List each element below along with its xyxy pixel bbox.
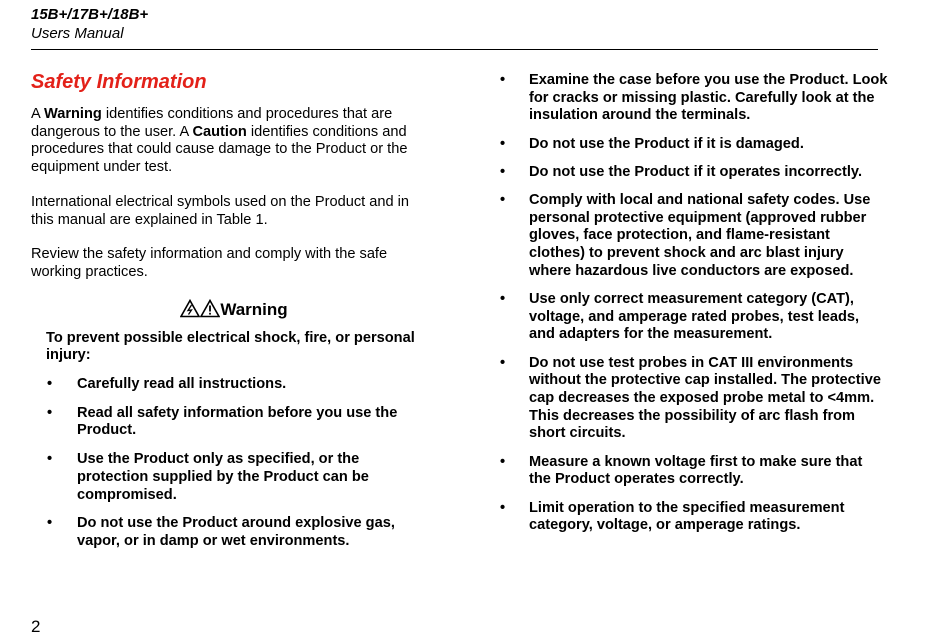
list-item-text: Examine the case before you use the Product. Look for cracks or missing plastic. Carefully look at the insulation around the terminals. <box>529 72 888 124</box>
list-item <box>498 164 888 182</box>
list-item <box>31 515 431 550</box>
bold-term: Warning <box>43 106 102 122</box>
bullet-icon: • <box>500 163 506 180</box>
list-item <box>498 454 888 489</box>
bullet-icon: • <box>47 376 53 393</box>
caution-triangle-icon <box>200 300 220 319</box>
list-item-text: Limit operation to the specified measurement category, voltage, or amperage ratings. <box>529 499 845 534</box>
bold-term: Caution <box>192 123 247 140</box>
list-item-text: Do not use the Product if it is damaged. <box>529 135 804 152</box>
list-item <box>498 291 888 344</box>
list-item-text: Do not use test probes in CAT III environments without the protective cap installed. The protective cap decreases the exposed probe metal to <4mm. This decreases the possibility of arc flash from short circuits. <box>529 354 881 442</box>
list-item-text: Carefully read all instructions. <box>77 376 287 393</box>
bullet-icon: • <box>47 404 53 421</box>
running-header <box>31 6 148 44</box>
list-item-text: Use only correct measurement category (CAT), voltage, and amperage rated probes, test leads, and adapters for the measurement. <box>529 291 860 343</box>
bullet-icon: • <box>500 291 506 308</box>
symbols-paragraph: International electrical symbols used on the Product and in this manual are explained in Table 1. <box>31 193 410 228</box>
list-item-text: Read all safety information before you use the Product. <box>77 404 398 439</box>
page-number: 2 <box>31 617 41 636</box>
list-item <box>498 136 888 154</box>
list-item <box>498 192 888 281</box>
bullet-icon: • <box>500 72 506 88</box>
list-item-text: Measure a known voltage first to make sure that the Product operates correctly. <box>529 453 863 488</box>
text-run: identifies conditions and procedures that could cause damage to the Product or the equipment under test. <box>31 123 408 176</box>
list-item <box>498 72 888 125</box>
list-item-text: Do not use the Product around explosive gas, vapor, or in damp or wet environments. <box>77 515 395 549</box>
bullet-icon: • <box>500 499 506 516</box>
bullet-icon: • <box>47 451 53 468</box>
list-item <box>498 355 888 444</box>
text-run: A <box>31 106 44 122</box>
bullet-icon: • <box>47 515 53 532</box>
bullet-icon: • <box>500 135 506 152</box>
header-rule <box>31 49 878 50</box>
list-item-text: Comply with local and national safety codes. Use personal protective equipment (approved rubber gloves, face protection, and flame-resistant clothes) to prevent shock and arc blast injury where hazardous live conductors are exposed. <box>529 192 871 279</box>
review-paragraph: Review the safety information and comply with the safe working practices. <box>31 246 388 280</box>
warning-caution-definition <box>31 106 431 177</box>
warning-heading <box>31 299 431 321</box>
left-column <box>31 70 431 562</box>
right-bullet-list <box>498 72 888 535</box>
header-manual-title: Users Manual <box>31 25 124 42</box>
header-model: 15B+/17B+/18B+ <box>31 6 149 23</box>
list-item <box>498 500 888 535</box>
bullet-icon: • <box>500 453 506 470</box>
text-run: identifies conditions and procedures that are dangerous to the user. A <box>31 106 393 140</box>
list-item-text: Use the Product only as specified, or the protection supplied by the Product can be compromised. <box>77 451 369 503</box>
bullet-icon: • <box>500 192 506 209</box>
section-title: Safety Information <box>31 71 207 93</box>
right-column <box>498 72 888 545</box>
left-bullet-list <box>31 376 431 551</box>
bullet-icon: • <box>500 354 506 371</box>
warning-heading-label: Warning <box>220 299 288 319</box>
electric-shock-hazard-icon <box>180 300 200 319</box>
list-item <box>31 405 431 440</box>
list-item-text: Do not use the Product if it operates incorrectly. <box>529 163 863 180</box>
list-item <box>31 376 431 394</box>
warning-intro: To prevent possible electrical shock, fire, or personal injury: <box>46 329 415 364</box>
list-item <box>31 451 431 504</box>
